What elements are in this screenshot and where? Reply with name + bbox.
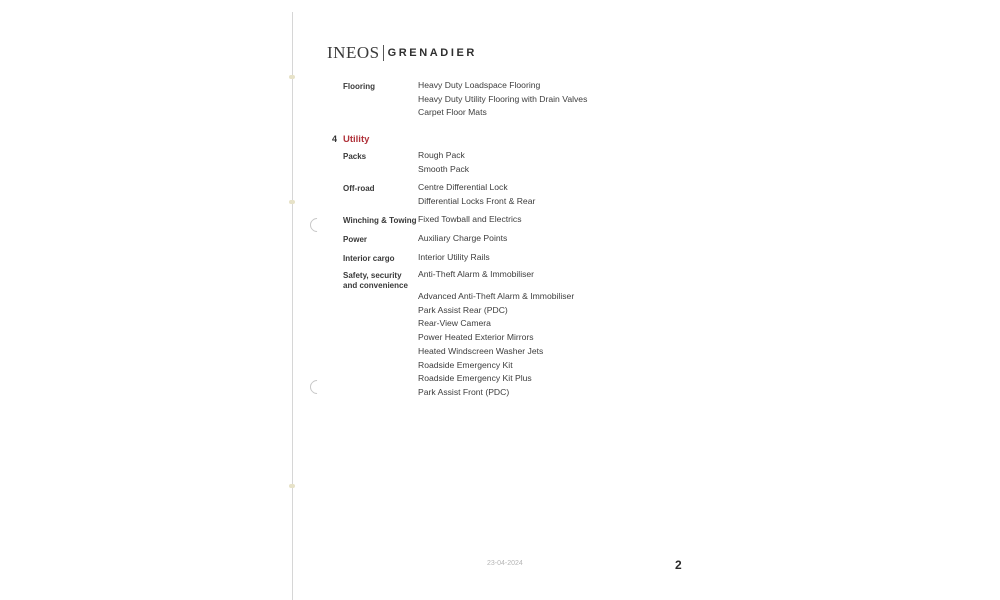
winching-list bbox=[418, 213, 522, 227]
safety-first-item: Anti-Theft Alarm & Immobiliser bbox=[418, 269, 535, 279]
list-item: Fixed Towball and Electrics bbox=[418, 214, 522, 224]
list-item: Park Assist Rear (PDC) bbox=[418, 304, 508, 315]
safety-label-line: Safety, security bbox=[343, 271, 402, 280]
list-item: Carpet Floor Mats bbox=[418, 107, 487, 118]
section-number: 4 bbox=[332, 134, 338, 144]
list-item: Roadside Emergency Kit Plus bbox=[418, 373, 532, 384]
winching-label: Winching & Towing bbox=[343, 216, 417, 225]
offroad-list bbox=[418, 181, 535, 208]
brand-secondary: GRENADIER bbox=[387, 47, 477, 59]
flooring-list bbox=[418, 79, 587, 120]
list-item: Auxiliary Charge Points bbox=[418, 233, 508, 243]
page-number: 2 bbox=[675, 558, 682, 572]
edge-mark bbox=[289, 75, 295, 79]
list-item: Interior Utility Rails bbox=[418, 252, 490, 262]
list-item: Power Heated Exterior Mirrors bbox=[418, 332, 534, 343]
packs-label: Packs bbox=[343, 152, 367, 161]
offroad-label: Off-road bbox=[343, 184, 375, 193]
punch-hole-icon bbox=[307, 215, 327, 235]
packs-list bbox=[418, 149, 469, 176]
power-list bbox=[418, 232, 507, 246]
punch-hole-icon bbox=[307, 377, 327, 397]
edge-mark bbox=[289, 200, 295, 204]
power-label: Power bbox=[343, 235, 368, 244]
list-item: Advanced Anti-Theft Alarm & Immobiliser bbox=[418, 291, 575, 301]
page-edge bbox=[292, 12, 293, 600]
list-item: Roadside Emergency Kit bbox=[418, 359, 513, 370]
list-item: Rough Pack bbox=[418, 150, 465, 160]
footer-date: 23-04-2024 bbox=[487, 560, 523, 567]
safety-list bbox=[418, 290, 574, 400]
edge-mark bbox=[289, 484, 295, 488]
list-item: Rear-View Camera bbox=[418, 318, 491, 329]
list-item: Park Assist Front (PDC) bbox=[418, 386, 510, 397]
list-item: Smooth Pack bbox=[418, 163, 470, 174]
brand-logo bbox=[327, 44, 477, 62]
list-item: Heavy Duty Utility Flooring with Drain Valves bbox=[418, 93, 588, 104]
list-item: Heated Windscreen Washer Jets bbox=[418, 345, 544, 356]
flooring-label: Flooring bbox=[343, 82, 375, 91]
logo-divider bbox=[383, 45, 384, 61]
list-item: Centre Differential Lock bbox=[418, 182, 508, 192]
safety-label-line: and convenience bbox=[343, 281, 408, 290]
brand-primary: INEOS bbox=[327, 43, 380, 62]
section-title: Utility bbox=[343, 134, 370, 145]
cargo-label: Interior cargo bbox=[343, 254, 395, 263]
list-item: Differential Locks Front & Rear bbox=[418, 195, 536, 206]
safety-label bbox=[343, 271, 408, 291]
cargo-list bbox=[418, 251, 490, 265]
list-item: Heavy Duty Loadspace Flooring bbox=[418, 80, 541, 90]
